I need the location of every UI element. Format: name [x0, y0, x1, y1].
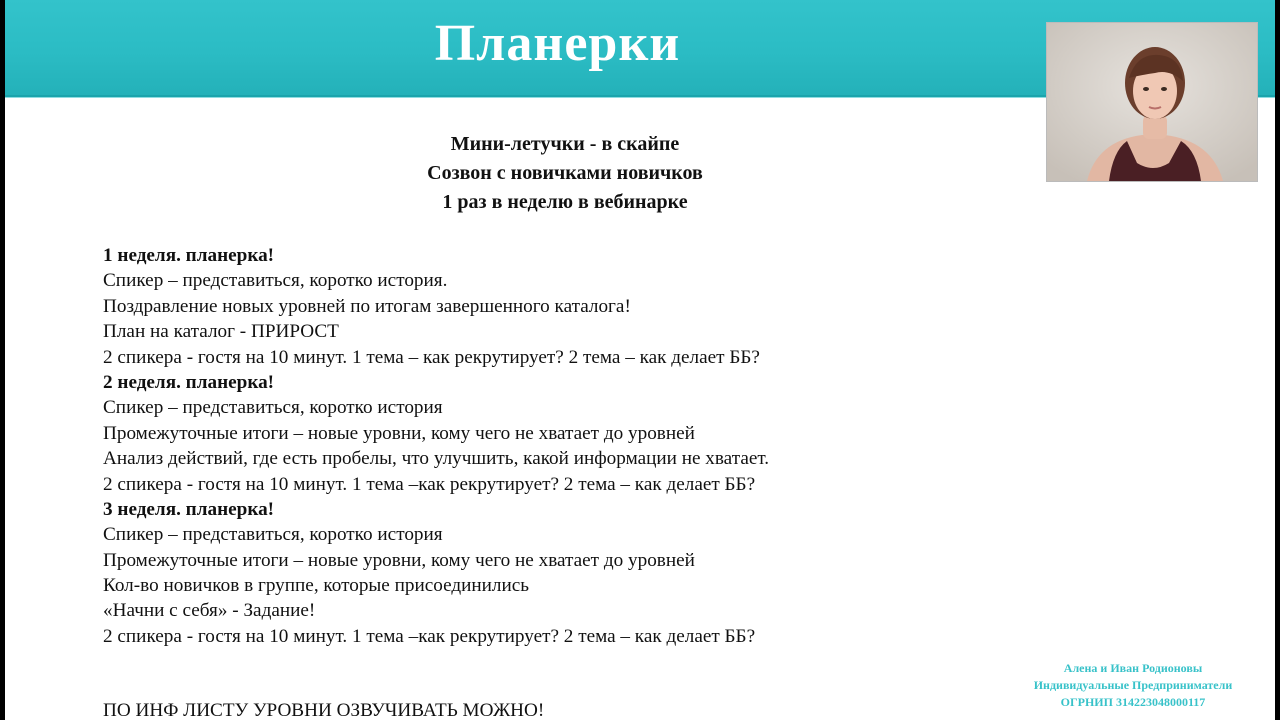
credits-line: Алена и Иван Родионовы — [1063, 661, 1203, 675]
body-line: Анализ действий, где есть пробелы, что улучшить, какой информации не хватает. — [103, 448, 770, 470]
body-line: Спикер – представиться, коротко история — [103, 524, 443, 546]
presenter-video-icon — [1047, 23, 1257, 181]
body-line: 2 спикера - гостя на 10 минут. 1 тема – как рекрутирует? 2 тема – как делает ББ? — [103, 346, 760, 368]
slide-body — [103, 243, 1003, 649]
body-line: Промежуточные итоги – новые уровни, кому чего не хватает до уровней — [103, 422, 695, 444]
footer-note: ПО ИНФ ЛИСТУ УРОВНИ ОЗВУЧИВАТЬ МОЖНО! — [103, 700, 545, 720]
presenter-webcam — [1046, 22, 1258, 182]
body-line: 2 спикера - гостя на 10 минут. 1 тема –как рекрутирует? 2 тема – как делает ББ? — [103, 473, 756, 495]
body-line: План на каталог - ПРИРОСТ — [103, 321, 339, 343]
body-line: Кол-во новичков в группе, которые присоединились — [103, 575, 530, 597]
subtitle-line: Мини-летучки - в скайпе — [450, 133, 680, 155]
credits-line: Индивидуальные Предприниматели — [1033, 678, 1233, 692]
body-line: Поздравление новых уровней по итогам завершенного каталога! — [103, 295, 631, 317]
subtitle-line: 1 раз в неделю в вебинарке — [442, 191, 688, 213]
body-line: Промежуточные итоги – новые уровни, кому чего не хватает до уровней — [103, 549, 695, 571]
week-heading: 3 неделя. планерка! — [103, 498, 275, 520]
body-line: Спикер – представиться, коротко история. — [103, 270, 448, 292]
body-line: 2 спикера - гостя на 10 минут. 1 тема –как рекрутирует? 2 тема – как делает ББ? — [103, 625, 756, 647]
body-line: «Начни с себя» - Задание! — [103, 600, 316, 622]
subtitle-block — [305, 130, 825, 217]
body-line: Спикер – представиться, коротко история — [103, 397, 443, 419]
slide-title: Планерки — [434, 15, 681, 72]
week-heading: 2 неделя. планерка! — [103, 371, 275, 393]
credits-block — [1003, 660, 1263, 711]
subtitle-line: Созвон с новичками новичков — [427, 162, 703, 184]
week-heading: 1 неделя. планерка! — [103, 245, 275, 266]
credits-line: ОГРНИП 314223048000117 — [1060, 695, 1206, 709]
